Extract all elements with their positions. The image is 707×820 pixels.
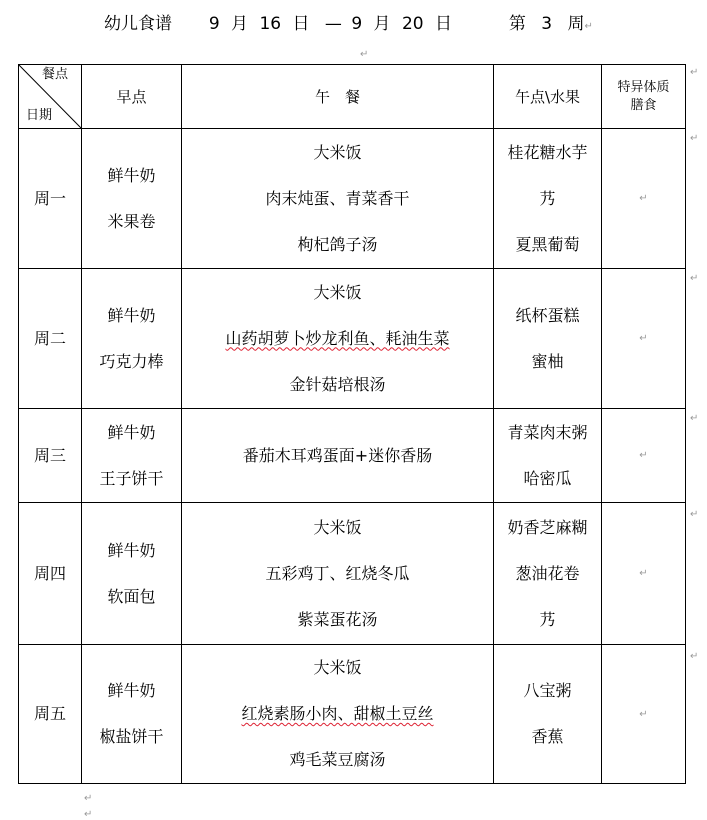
title-dash: — [324, 14, 342, 34]
return-mark: ↵ [690, 509, 699, 520]
return-mark: ↵ [84, 793, 93, 804]
day-cell-wednesday: 周三 [33, 445, 66, 465]
title-week-unit: 周 [567, 14, 585, 34]
lunch-cell-monday: 大米饭 肉末炖蛋、青菜香干 枸杞鸽子汤 [265, 142, 410, 254]
title-day-start: 16 [259, 14, 282, 34]
table-border [685, 64, 686, 784]
lunch-cell-friday: 大米饭 红烧素肠小肉、甜椒土豆丝 鸡毛菜豆腐汤 [241, 658, 434, 769]
day-cell-monday: 周一 [33, 188, 66, 208]
breakfast-cell-thursday: 鲜牛奶 软面包 [107, 540, 156, 606]
title-week-prefix: 第 [508, 14, 526, 34]
title-day-unit-1: 日 [292, 14, 310, 34]
header-lunch: 午 餐 [314, 88, 360, 106]
special-diet-cell-friday: ↵ [639, 708, 648, 720]
lunch-cell-thursday: 大米饭 五彩鸡丁、红烧冬瓜 紫菜蛋花汤 [265, 517, 410, 629]
return-mark: ↵ [690, 133, 699, 144]
title-day-unit-2: 日 [435, 14, 452, 34]
title-week-number: 3 [541, 14, 553, 34]
snack-cell-monday: 桂花糖水芋 艿 夏黑葡萄 [507, 142, 588, 254]
return-mark: ↵ [690, 67, 699, 78]
title-day-end: 20 [401, 14, 424, 34]
title-month-start: 9 [208, 14, 220, 34]
breakfast-cell-monday: 鲜牛奶 米果卷 [107, 165, 156, 231]
lunch-cell-tuesday: 大米饭 山药胡萝卜炒龙利鱼、耗油生菜 金针菇培根汤 [225, 282, 450, 394]
breakfast-cell-tuesday: 鲜牛奶 巧克力棒 [99, 305, 164, 371]
return-mark: ↵ [690, 651, 699, 662]
header-special-diet: 特异体质 膳食 [617, 79, 670, 113]
table-border [18, 783, 686, 784]
return-mark: ↵ [360, 49, 369, 60]
snack-cell-tuesday: 纸杯蛋糕 蜜柚 [515, 305, 580, 371]
special-diet-cell-wednesday: ↵ [639, 450, 648, 461]
special-diet-cell-monday: ↵ [639, 193, 648, 204]
header-snack-fruit: 午点\水果 [514, 88, 581, 106]
day-cell-tuesday: 周二 [33, 328, 66, 348]
snack-cell-thursday: 奶香芝麻糊 葱油花卷 艿 [507, 517, 588, 629]
return-mark: ↵ [690, 413, 699, 424]
special-diet-cell-tuesday: ↵ [639, 333, 648, 344]
return-mark: ↵ [84, 809, 93, 820]
day-cell-thursday: 周四 [33, 563, 66, 583]
day-cell-friday: 周五 [33, 704, 66, 723]
breakfast-cell-friday: 鲜牛奶 椒盐饼干 [99, 681, 164, 746]
corner-label-top: 餐点 [42, 67, 69, 82]
corner-label-bottom: 日期 [26, 108, 53, 123]
header-breakfast: 早点 [116, 88, 147, 106]
special-diet-cell-thursday: ↵ [639, 568, 648, 579]
snack-cell-wednesday: 青菜肉末粥 哈密瓜 [507, 422, 588, 488]
title-prefix: 幼儿食谱 [104, 14, 172, 34]
return-mark: ↵ [690, 273, 699, 284]
title-month-end: 9 [351, 14, 363, 34]
menu-title [104, 10, 593, 38]
snack-cell-friday: 八宝粥 香蕉 [523, 681, 572, 746]
menu-table [18, 64, 686, 784]
title-month-unit-1: 月 [231, 14, 249, 34]
return-mark: ↵ [584, 21, 593, 32]
title-month-unit-2: 月 [373, 14, 391, 34]
breakfast-cell-wednesday: 鲜牛奶 王子饼干 [99, 422, 164, 488]
lunch-cell-wednesday: 番茄木耳鸡蛋面+迷你香肠 [242, 445, 433, 465]
